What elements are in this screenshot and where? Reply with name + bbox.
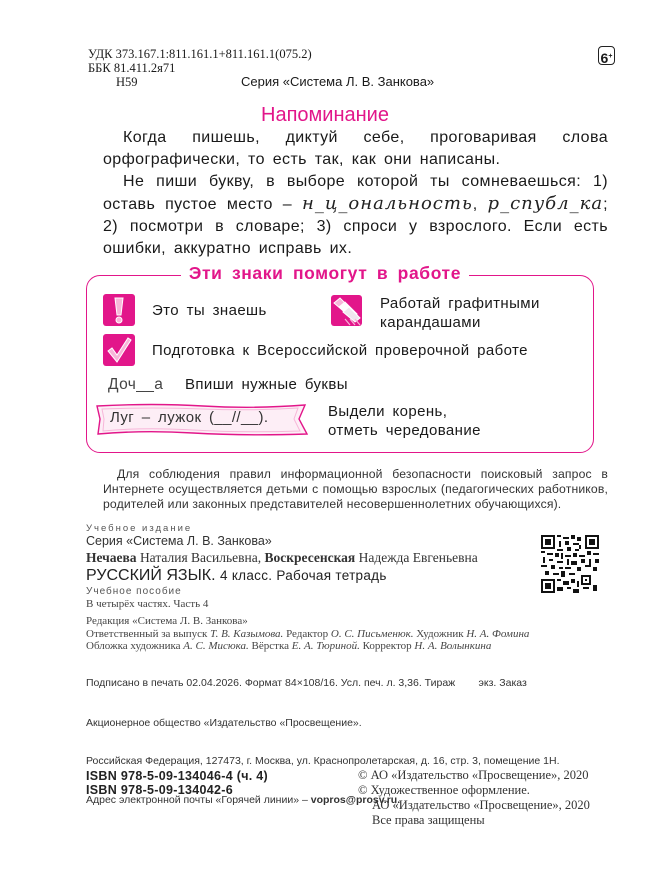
root-label-line2: отметь чередование bbox=[328, 422, 481, 439]
credit-label: Ответственный за выпуск bbox=[86, 627, 211, 640]
exclamation-icon bbox=[103, 294, 135, 326]
isbn-part: ISBN 978-5-09-134046-4 (ч. 4) bbox=[86, 769, 269, 783]
example-root-alternation: Луг – лужок (__//__). bbox=[110, 409, 269, 426]
signs-legend-title bbox=[0, 263, 650, 284]
authors bbox=[86, 550, 478, 566]
pencils-label-line1: Работай графитными bbox=[380, 295, 540, 312]
email-label: Адрес электронной почты «Горячей линии» – bbox=[86, 793, 311, 806]
email-link[interactable]: vopros@prosv.ru. bbox=[310, 793, 401, 806]
credit-name: Н. А. Волынкина bbox=[414, 640, 492, 652]
credit-label: Корректор bbox=[359, 640, 415, 652]
credit-label: Вёрстка bbox=[248, 640, 292, 652]
imprint-series: Серия «Система Л. В. Занкова» bbox=[86, 534, 272, 548]
reminder-paragraph-1: Когда пишешь, диктуй себе, проговаривая слова орфографически, то есть так, как они написаны. bbox=[103, 129, 608, 168]
credits bbox=[86, 615, 529, 653]
book-type: Учебное пособие bbox=[86, 586, 182, 597]
sign-label-known: Это ты знаешь bbox=[152, 302, 267, 319]
credit-name: Н. А. Фомина bbox=[466, 627, 530, 640]
comma: , bbox=[472, 196, 478, 213]
sign-label-pencils bbox=[380, 294, 540, 332]
credit-name: О. С. Письменюк. bbox=[330, 627, 414, 640]
book-title bbox=[86, 567, 387, 585]
rights-reserved: Все права защищены bbox=[372, 813, 485, 827]
credit-label: Обложка художника bbox=[86, 640, 184, 652]
copyright-design: © Художественное оформление. bbox=[358, 783, 530, 797]
bbk-code: ББК 81.411.2я71 bbox=[88, 61, 176, 75]
credit-label: Редактор bbox=[283, 627, 331, 640]
age-rating-plus: + bbox=[608, 53, 613, 60]
book-parts: В четырёх частях. Часть 4 bbox=[86, 598, 209, 610]
credit-name: А. С. Мисюка. bbox=[183, 640, 249, 652]
example-fill-letters: Доч__а bbox=[108, 376, 164, 393]
sign-label-vpr: Подготовка к Всероссийской проверочной работе bbox=[152, 342, 528, 359]
publisher-address: Российская Федерация, 127473, г. Москва, ул. Краснопролетарская, д. 16, стр. 3, помещение 1Н. bbox=[86, 755, 560, 768]
edition-type: Учебное издание bbox=[86, 523, 193, 534]
checkmark-icon bbox=[103, 334, 135, 366]
root-label-line1: Выдели корень, bbox=[328, 403, 448, 420]
age-rating-value: 6 bbox=[600, 50, 609, 66]
reminder-text bbox=[103, 127, 608, 260]
cursive-example-1: н_ц_ональность bbox=[302, 193, 473, 214]
copyright-block bbox=[358, 768, 590, 828]
pencils-label-line2: карандашами bbox=[380, 314, 481, 331]
credit-label: Художник bbox=[413, 627, 467, 640]
author2-name: Надежда Евгеньевна bbox=[358, 550, 478, 565]
reminder-title: Напоминание bbox=[261, 104, 389, 126]
sign-label-root bbox=[328, 402, 481, 440]
book-title-main: РУССКИЙ ЯЗЫК. bbox=[86, 567, 216, 584]
code-series-row bbox=[88, 74, 435, 89]
credits-line-1 bbox=[86, 628, 529, 641]
sign-label-fill-letters: Впиши нужные буквы bbox=[185, 376, 348, 393]
signs-title-text: Эти знаки помогут в работе bbox=[181, 263, 469, 283]
author1-surname: Нечаева bbox=[86, 550, 137, 565]
credit-name: Е. А. Тюриной. bbox=[291, 640, 360, 652]
age-rating-badge bbox=[598, 46, 615, 65]
copyright-design-owner: АО «Издательство «Просвещение», 2020 bbox=[372, 798, 590, 812]
publisher: Акционерное общество «Издательство «Просвещение». bbox=[86, 716, 362, 729]
cursive-example-2: р_спубл_ка bbox=[487, 193, 604, 214]
print-info-line: Подписано в печать 02.04.2026. Формат 84×108/16. Усл. печ. л. 3,36. Тираж экз. Заказ bbox=[86, 676, 527, 689]
reminder-p2-start: Не пиши букву, в выборе которой ты сомневаешься: 1) оставь пустое место – bbox=[103, 173, 608, 213]
safety-notice-text: Для соблюдения правил информационной безопасности поисковый запрос в Интернете осуществляется детьми с помощью взрослых (педагогических работников, родителей или законных представителей несовершеннолетних обучающихся). bbox=[103, 467, 608, 511]
qr-code[interactable] bbox=[541, 535, 599, 593]
editorial: Редакция «Система Л. В. Занкова» bbox=[86, 615, 248, 627]
series-name: Серия «Система Л. В. Занкова» bbox=[241, 74, 435, 89]
author-code: Н59 bbox=[116, 75, 138, 89]
reminder-paragraph-2 bbox=[103, 171, 608, 260]
credit-name: Т. В. Казымова. bbox=[210, 627, 284, 640]
author1-name: Наталия Васильевна, bbox=[139, 550, 262, 565]
book-subtitle: 4 класс. Рабочая тетрадь bbox=[219, 568, 387, 583]
isbn-block bbox=[86, 769, 268, 797]
isbn-set: ISBN 978-5-09-134042-6 bbox=[86, 783, 233, 797]
udk-code: УДК 373.167.1:811.161.1+811.161.1(075.2) bbox=[88, 47, 312, 61]
copyright-publisher: © АО «Издательство «Просвещение», 2020 bbox=[358, 768, 589, 782]
catalog-codes bbox=[88, 47, 435, 89]
pencils-icon bbox=[331, 295, 362, 326]
safety-notice bbox=[103, 467, 608, 512]
reminder-p2-end: ; 2) посмотри в словаре; 3) спроси у взрослого. Если есть ошибки, аккуратно исправь их. bbox=[103, 196, 608, 257]
author2-surname: Воскресенская bbox=[264, 550, 356, 565]
